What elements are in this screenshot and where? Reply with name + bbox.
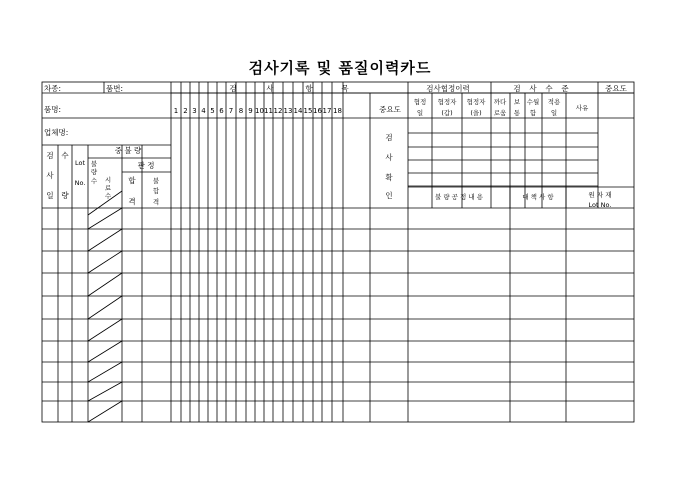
agreement-day-label: 협정	[413, 98, 427, 106]
toughness-label: 까다	[493, 98, 507, 106]
part-no-label: 품번:	[106, 84, 124, 93]
judgement-header: 판 정	[137, 161, 155, 170]
item-number: 5	[210, 107, 215, 115]
defect-qty-label: 수	[90, 177, 98, 185]
diagonal-slash	[88, 229, 122, 251]
importance-label: 중요도	[379, 105, 401, 114]
diagonal-slash	[88, 273, 122, 296]
inspection-items-header: 목	[341, 84, 349, 93]
page-title: 검사기록 및 품질이력카드	[248, 59, 432, 77]
defect-process-header: 불 량 공 정 내 용	[434, 193, 484, 201]
diagonal-slash	[88, 401, 122, 422]
agreer-a-label: 협정자	[437, 98, 457, 106]
inspection-day-label: 사	[46, 171, 54, 180]
diagonal-slash	[88, 319, 122, 341]
sample-count-label: 수	[104, 192, 112, 200]
reason-label: 사유	[575, 104, 589, 112]
item-number: 15	[303, 107, 313, 115]
inspection-standard-header: 사	[529, 84, 537, 93]
inspection-items-header: 항	[305, 84, 313, 93]
item-number: 1	[173, 107, 179, 115]
part-name-label: 품명:	[44, 105, 62, 114]
pass-label: 격	[128, 197, 136, 206]
inspection-day-label: 일	[46, 191, 54, 200]
item-number: 12	[273, 107, 283, 115]
importance-right-label: 중요도	[605, 84, 627, 93]
sample-count-label: 시	[104, 176, 112, 184]
raw-material-header: Lot No.	[588, 201, 612, 209]
inspection-items-header: 사	[266, 84, 274, 93]
toughness-label: 로움	[493, 109, 507, 117]
normal-label: 보	[513, 98, 521, 106]
item-number: 4	[201, 107, 206, 115]
agreer-b-label: 협정자	[466, 98, 486, 106]
item-number: 16	[313, 107, 322, 115]
agreer-a-label: (갑)	[441, 109, 453, 117]
item-number: 6	[219, 107, 224, 115]
item-number: 18	[333, 107, 342, 115]
fail-label: 합	[152, 187, 160, 195]
normal-label: 통	[513, 109, 521, 117]
lot-no-label: Lot	[74, 159, 86, 167]
defect-header: 중 불 량	[114, 146, 142, 155]
inspection-standard-header: 준	[561, 84, 569, 93]
diagonal-slash	[88, 341, 122, 362]
item-number: 17	[322, 107, 332, 115]
lot-no-label: No.	[74, 179, 86, 187]
item-number: 10	[255, 107, 264, 115]
agreement-day-label: 일	[416, 109, 424, 117]
inspection-standard-header: 수	[545, 84, 553, 93]
inspection-items-header: 검	[229, 84, 237, 93]
sample-count-label: 료	[104, 184, 112, 192]
defect-qty-label: 량	[90, 168, 98, 176]
diagonal-slash	[88, 296, 122, 319]
item-number: 11	[264, 107, 273, 115]
inspection-confirm-label: 사	[385, 153, 393, 162]
quantity-label: 수	[61, 151, 69, 160]
agreer-b-label: (을)	[470, 109, 482, 117]
item-number: 8	[238, 107, 244, 115]
raw-material-header: 원 자 재	[588, 191, 612, 199]
diagonal-slash	[88, 382, 122, 401]
diagonal-slash	[88, 362, 122, 382]
car-type-label: 차종:	[44, 84, 62, 93]
item-number: 9	[248, 107, 253, 115]
item-number: 14	[293, 107, 303, 115]
item-number: 7	[228, 107, 234, 115]
inspection-confirm-label: 인	[385, 191, 393, 200]
agreement-history-header: 검사협정이력	[426, 84, 470, 93]
inspection-confirm-label: 확	[385, 173, 393, 182]
pass-label: 합	[128, 176, 136, 185]
item-number: 2	[183, 107, 188, 115]
inspection-confirm-label: 검	[385, 133, 393, 142]
quantity-label: 량	[61, 191, 69, 200]
applied-label: 적용	[547, 98, 561, 106]
inspection-standard-header: 검	[513, 84, 521, 93]
fail-label: 격	[152, 198, 160, 206]
company-label: 업체명:	[44, 128, 69, 137]
item-number: 13	[283, 107, 293, 115]
inspection-day-label: 검	[46, 151, 54, 160]
easy-label: 함	[529, 109, 537, 117]
fail-label: 불	[152, 177, 160, 185]
diagonal-slash	[88, 251, 122, 273]
easy-label: 수월	[526, 98, 540, 106]
defect-qty-label: 불	[90, 160, 98, 168]
countermeasure-header: 대 책 사 항	[522, 193, 554, 201]
applied-label: 일	[550, 109, 558, 117]
item-number: 3	[192, 107, 197, 115]
